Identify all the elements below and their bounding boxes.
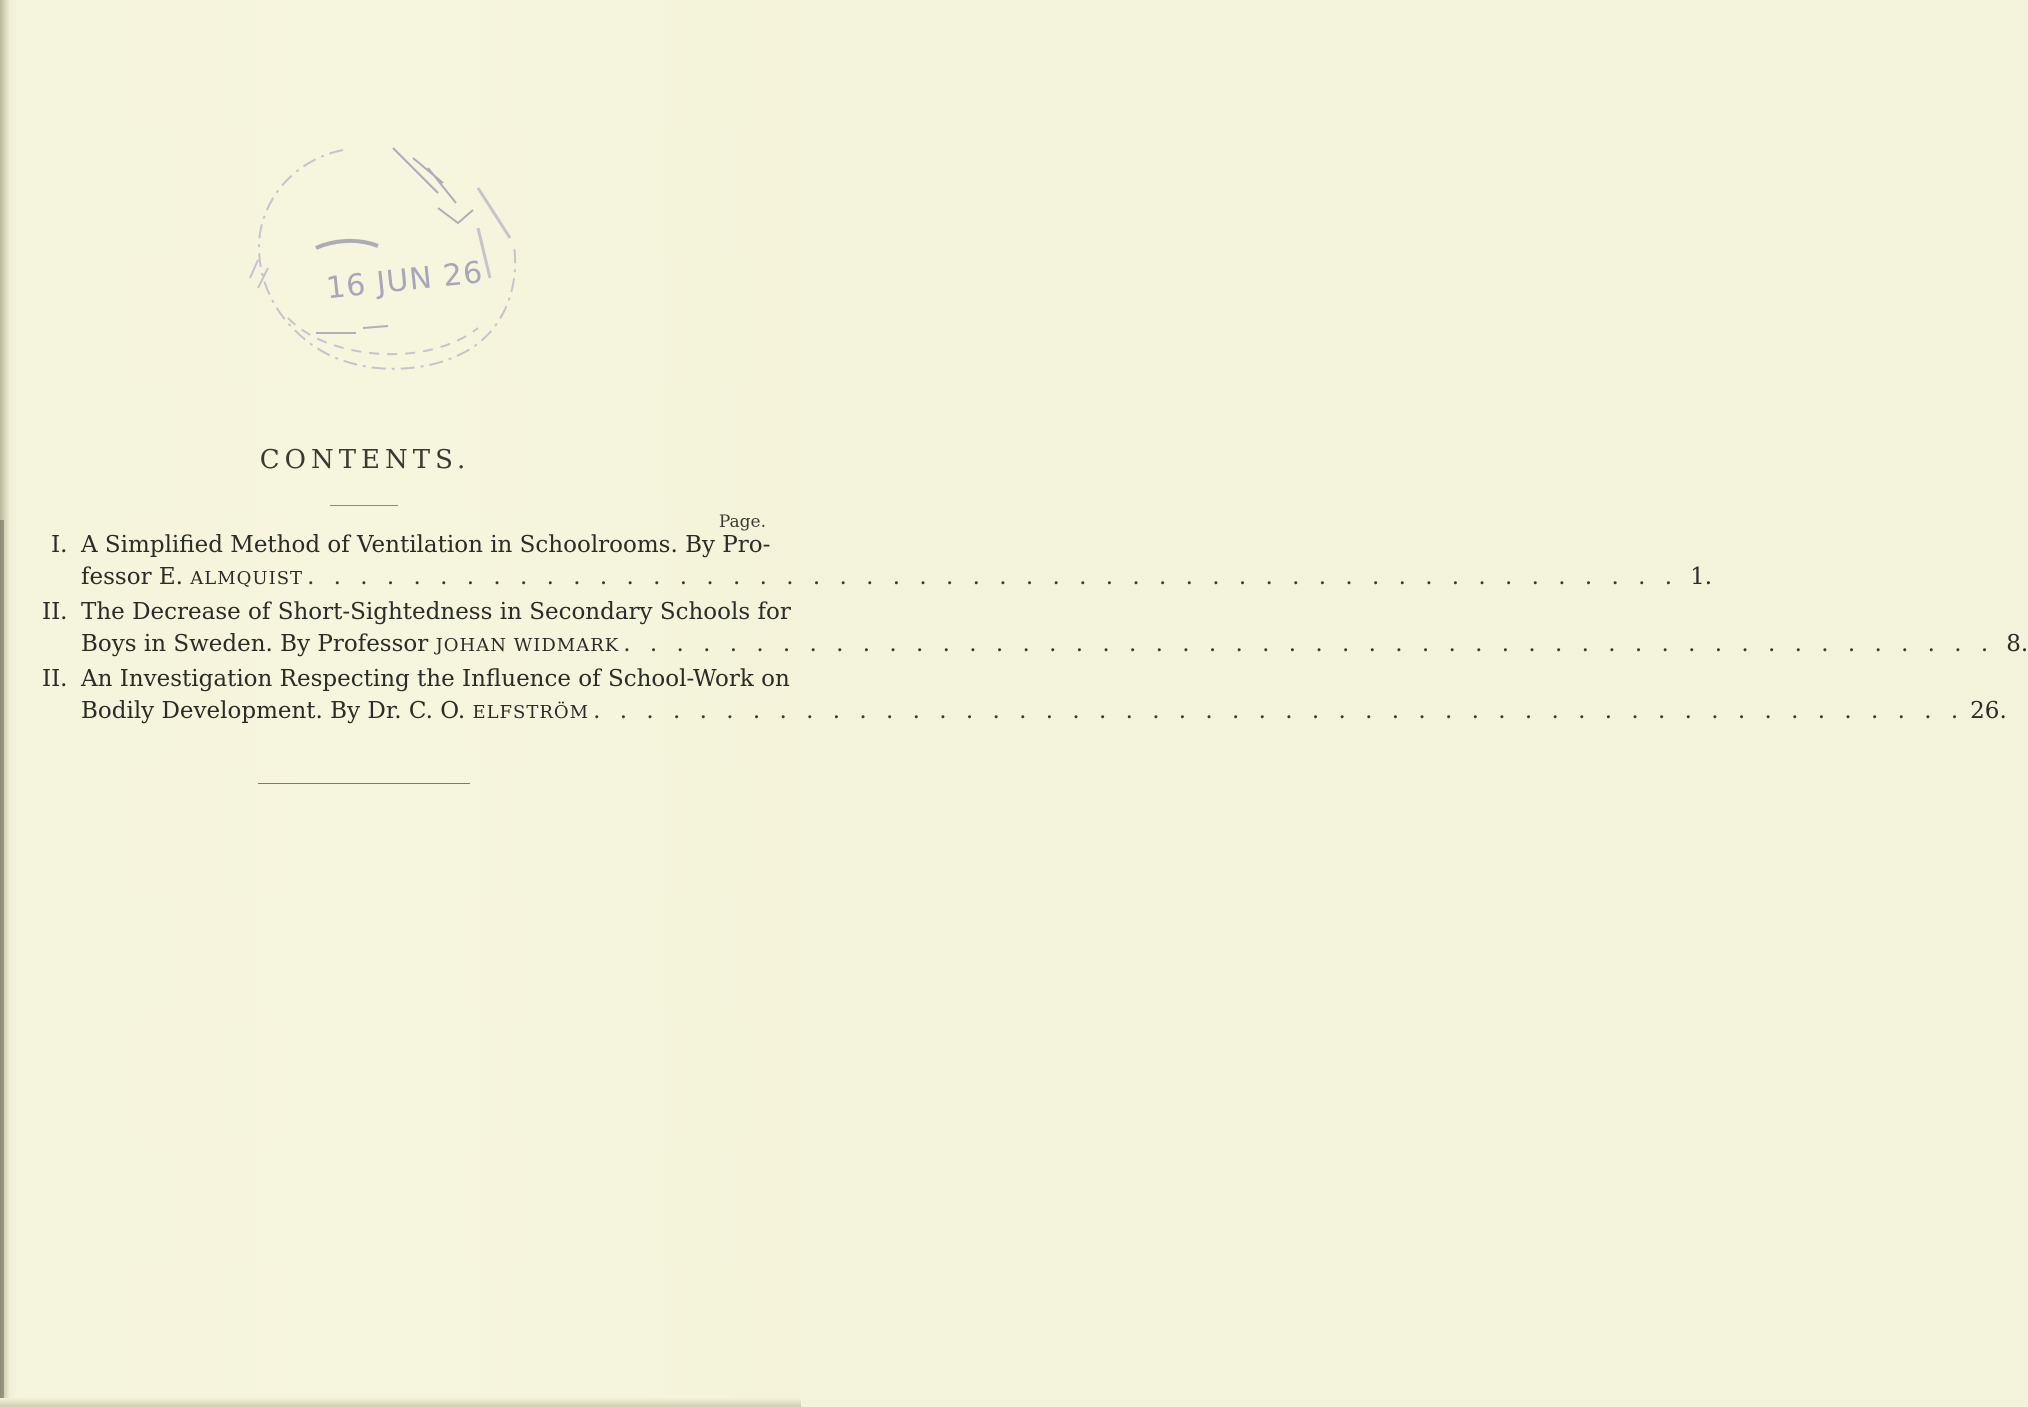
contents-entry bbox=[0, 532, 1713, 596]
entry-author-name: ELFSTRÖM bbox=[472, 702, 590, 723]
entry-page-number: 1. bbox=[1690, 564, 1713, 590]
entry-author-prefix: Bodily Development. By Dr. C. O. ELFSTRÖM bbox=[81, 698, 590, 724]
entry-title-line: The Decrease of Short-Sightedness in Secondary Schools for bbox=[81, 599, 791, 625]
dot-leader: . . . . . . . . . . . . . . . . . . . . . . . . . . . . . . . . . . . . . . . . . . . . . . . . . . . . bbox=[593, 698, 1965, 724]
entry-author-line bbox=[81, 564, 1713, 590]
entry-author-name: ALMQUIST bbox=[190, 568, 304, 589]
heading-rule bbox=[330, 505, 398, 506]
closing-rule bbox=[258, 783, 470, 784]
contents-entry bbox=[0, 666, 2007, 730]
entry-title-line: An Investigation Respecting the Influence of School-Work on bbox=[81, 666, 790, 692]
entry-author-line bbox=[81, 631, 2028, 657]
stamp-ink-stroke bbox=[316, 241, 378, 248]
stamp-underline bbox=[316, 326, 388, 333]
entry-author-prefix: fessor E. ALMQUIST bbox=[81, 564, 304, 590]
entry-author-prefix: Boys in Sweden. By Professor JOHAN WIDMARK bbox=[81, 631, 620, 657]
entry-number: I. bbox=[51, 532, 68, 558]
entry-page-number: 8. bbox=[2006, 631, 2028, 657]
stamp-date-text: 16 JUN 26 bbox=[324, 255, 485, 307]
library-date-stamp bbox=[228, 128, 538, 398]
page-column-label: Page. bbox=[718, 512, 766, 532]
entry-author-name: JOHAN WIDMARK bbox=[435, 635, 620, 656]
entry-number: II. bbox=[42, 666, 68, 692]
contents-entry bbox=[0, 599, 2028, 663]
contents-heading: CONTENTS. bbox=[259, 445, 471, 475]
dot-leader: . . . . . . . . . . . . . . . . . . . . . . . . . . . . . . . . . . . . . . . . . . . . . . . . . . . . bbox=[623, 631, 1995, 657]
stamp-crown-mark bbox=[393, 148, 473, 223]
dot-leader: . . . . . . . . . . . . . . . . . . . . . . . . . . . . . . . . . . . . . . . . . . . . . . . . . . . . bbox=[307, 564, 1679, 590]
entry-page-number: 26. bbox=[1970, 698, 2007, 724]
entry-number: II. bbox=[42, 599, 68, 625]
entry-title-line: A Simplified Method of Ventilation in Schoolrooms. By Pro- bbox=[81, 532, 771, 558]
page-bottom-edge bbox=[0, 1398, 801, 1407]
entry-author-line bbox=[81, 698, 2007, 724]
